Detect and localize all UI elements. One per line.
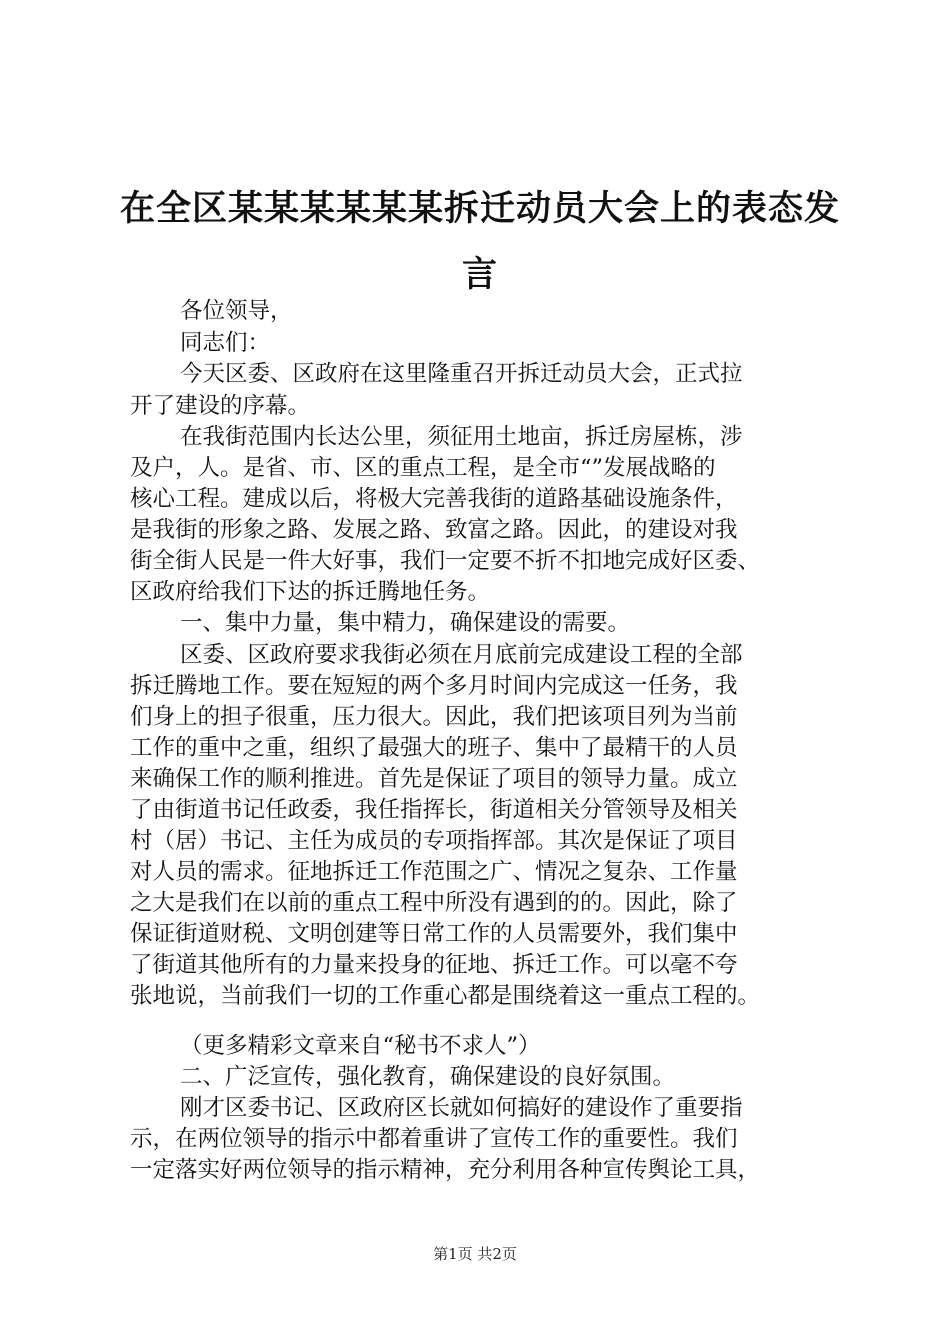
salutation-line: 各位领导， [180, 298, 293, 324]
body-text-line: 保证街道财税、文明创建等日常工作的人员需要外，我们集中 [130, 921, 738, 947]
section-heading: 二、广泛宣传，强化教育，确保建设的良好氛围。 [180, 1064, 676, 1090]
body-text-line: 对人员的需求。征地拆迁工作范围之广、情况之复杂、工作量 [130, 859, 738, 885]
body-text-line: 在我街范围内长达公里，须征用土地亩，拆迁房屋栋，涉 [180, 424, 743, 450]
body-text-line: 们身上的担子很重，压力很大。因此，我们把该项目列为当前 [130, 704, 738, 730]
title-line-2: 言 [461, 254, 498, 295]
body-text-line: 街全街人民是一件大好事，我们一定要不折不扣地完成好区委、 [130, 548, 761, 574]
body-text-line: 开了建设的序幕。 [130, 393, 311, 419]
body-text-line: 了由街道书记任政委，我任指挥长，街道相关分管领导及相关 [130, 797, 738, 823]
body-text-line: 村（居）书记、主任为成员的专项指挥部。其次是保证了项目 [130, 828, 738, 854]
document-title [110, 176, 850, 308]
body-text-line: 是我街的形象之路、发展之路、致富之路。因此，的建设对我 [130, 517, 738, 543]
body-text-line: 了街道其他所有的力量来投身的征地、拆迁工作。可以毫不夸 [130, 952, 738, 978]
body-text-line: 区政府给我们下达的拆迁腾地任务。 [130, 579, 491, 605]
body-text-line: 之大是我们在以前的重点工程中所没有遇到的的。因此，除了 [130, 890, 738, 916]
body-text-line: 区委、区政府要求我街必须在月底前完成建设工程的全部 [180, 642, 743, 668]
page-footer: 第1页 共2页 [433, 1245, 517, 1263]
body-text-line: 今天区委、区政府在这里隆重召开拆迁动员大会，正式拉 [180, 361, 743, 387]
source-note: （更多精彩文章来自“秘书不求人”） [180, 1033, 541, 1059]
body-text-line: 示，在两位领导的指示中都着重讲了宣传工作的重要性。我们 [130, 1126, 738, 1152]
title-line-1: 在全区某某某某某某拆迁动员大会上的表态发 [119, 188, 840, 229]
body-text-line: 张地说，当前我们一切的工作重心都是围绕着这一重点工程的。 [130, 983, 761, 1009]
salutation-line: 同志们： [180, 330, 271, 356]
body-text-line: 刚才区委书记、区政府区长就如何搞好的建设作了重要指 [180, 1095, 743, 1121]
body-text-line: 及户，人。是省、市、区的重点工程，是全市“”发展战略的 [130, 455, 716, 481]
section-heading: 一、集中力量，集中精力，确保建设的需要。 [180, 610, 631, 636]
body-text-line: 核心工程。建成以后，将极大完善我街的道路基础设施条件， [130, 486, 738, 512]
body-text-line: 一定落实好两位领导的指示精神，充分利用各种宣传舆论工具， [130, 1157, 761, 1183]
body-text-line: 拆迁腾地工作。要在短短的两个多月时间内完成这一任务，我 [130, 673, 738, 699]
body-text-line: 来确保工作的顺利推进。首先是保证了项目的领导力量。成立 [130, 766, 738, 792]
body-text-line: 工作的重中之重，组织了最强大的班子、集中了最精干的人员 [130, 735, 738, 761]
